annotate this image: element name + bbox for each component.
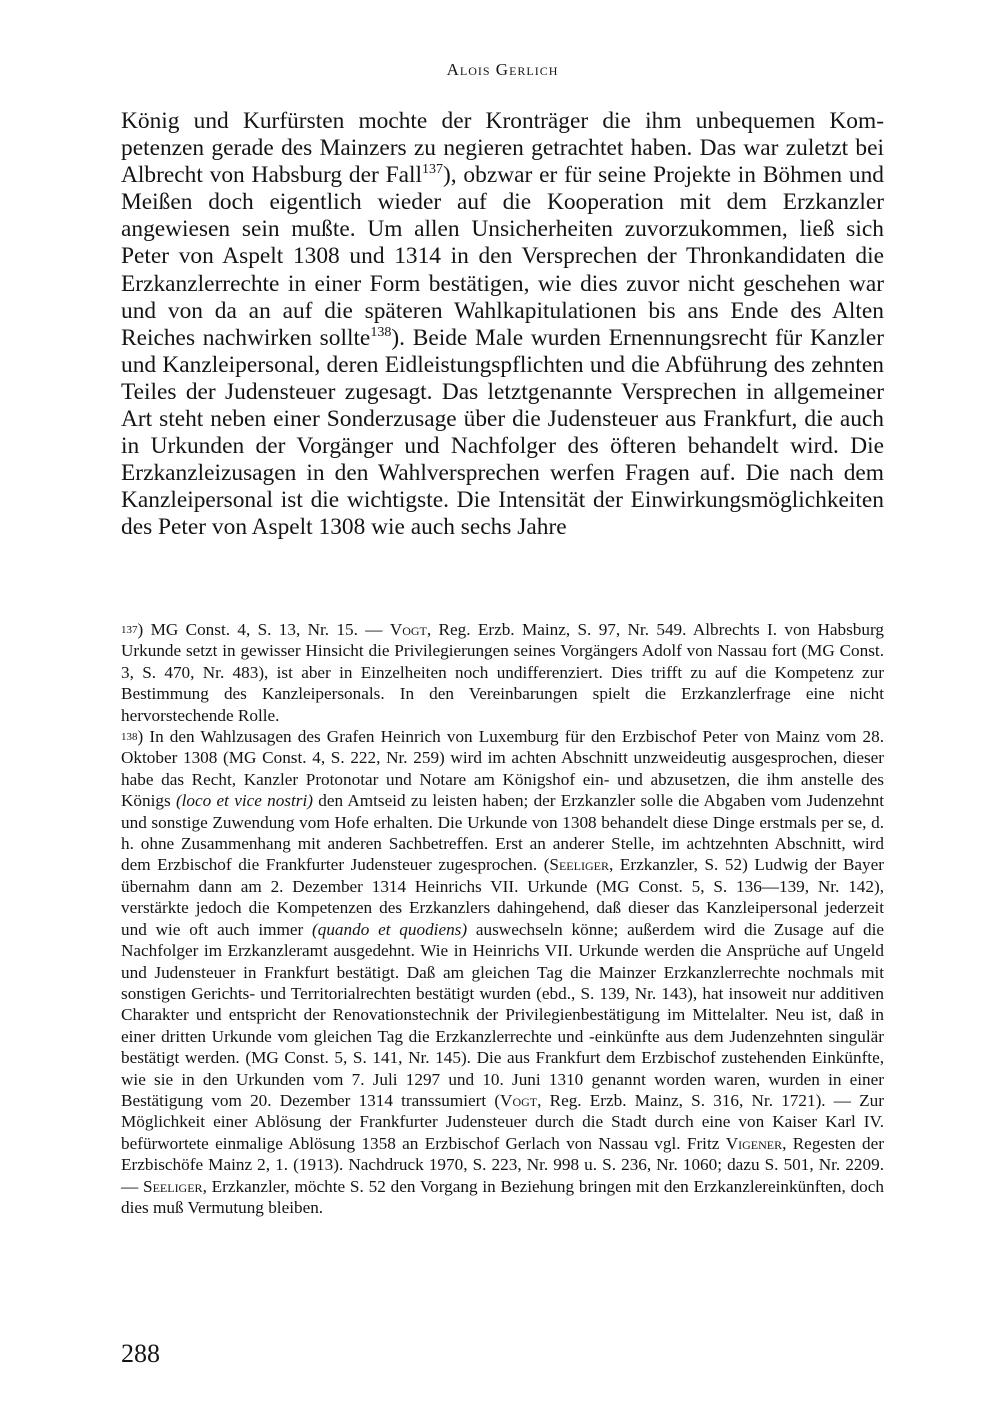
body-text-part: ). Beide Male wurden Ernennungsrecht für Kanzler und Kanzleipersonal, deren Eidleistungspflichten und die Abführung des zehnten Teiles der Judensteuer zugesagt. Das letztgenannte Versprechen in allgemeiner Art steht neben einer Sonderzusage über die Judensteuer aus Frankfurt, die auch in Urkunden der Vorgänger und Nachfolger des öfteren behandelt wird. Die Erzkanzleizusagen in den Wahlversprechen werfen Fragen auf. Die nach dem Kanzleipersonal ist die wichtigste. Die Intensität der Einwirkungsmöglichkeiten des Peter von Aspelt 1308 wie auch sechs Jahre (121, 324, 884, 541)
footnote-ref-138[interactable]: 138 (370, 324, 392, 340)
body-paragraph (121, 108, 884, 542)
author-name: Seeliger (549, 855, 609, 875)
footnote-137 (121, 619, 884, 726)
footnote-text: ) In den Wahlzusagen des Grafen Heinrich von Luxemburg für den Erzbischof Peter von Mainz vom 28. Oktober 1308 (MG Const. 4, S. 222, Nr. 259) wird im achten Abschnitt unzweideutig ausgesprochen, dieser habe das Recht, Kanzler Protonotar und Notare am Königshof ein- und abzusetzen, die ihm anstelle des Königs (121, 727, 884, 811)
body-text (121, 108, 884, 542)
footnote-text: , Erzkanzler, möchte S. 52 den Vorgang in Beziehung bringen mit den Erzkanzlereinkünften, doch dies muß Vermutung bleiben. (121, 1176, 884, 1217)
body-text-part: ), obzwar er für seine Projekte in Böhmen und Meißen doch eigentlich wieder auf die Kooperation mit dem Erzkanzler angewiesen sein mußte. Um allen Unsicherheiten zuvorzukommen, ließ sich Peter von Aspelt 1308 und 1314 in den Versprechen der Thronkandidaten die Erzkanzlerrechte in einer Form bestätigen, wie dies zuvor nicht geschehen war und von da an auf die späteren Wahlkapitulationen bis ans Ende des Alten Reiches nachwirken sollte (121, 162, 884, 351)
latin-quote: (quando et quodiens) (312, 919, 468, 939)
footnotes (121, 619, 884, 1218)
author-name: Vigener (725, 1133, 783, 1153)
footnote-text: auswechseln könne; außerdem wird die Zusage auf die Nachfolger im Erzkanzleramt ausgedehnt. Wie in Heinrichs VII. Urkunde werden die Ansprüche auf Ungeld und Judensteuer in Frankfurt bestätigt. Daß am gleichen Tag die Mainzer Erzkanzlerrechte nochmals mit sonstigen Gerichts- und Territorialrechten bestätigt wurden (ebd., S. 139, Nr. 143), hat insoweit nur additiven Charakter und entspricht der Renovationstechnik der Privilegienbestätigung im Mittelalter. Neu ist, daß in einer dritten Urkunde vom gleichen Tag die Erzkanzlerrechte und -einkünfte aus dem Judenzehnten singulär bestätigt werden. (MG Const. 5, S. 141, Nr. 145). Die aus Frankfurt dem Erzbischof zustehenden Einkünfte, wie sie in den Urkunden vom 7. Juli 1297 und 10. Juni 1310 genannt worden waren, wurden in einer Bestätigung vom 20. Dezember 1314 transsumiert ( (121, 919, 884, 1110)
footnote-mark: 137 (121, 624, 138, 636)
footnote-text: , Reg. Erzb. Mainz, S. 316, Nr. 1721). — Zur Möglichkeit einer Ablösung der Frankfurter Judensteuer durch die Stadt durch eine von Kaiser Karl IV. befürwortete einmalige Ablösung 1358 an Erzbischof Gerlach von Nassau vgl. Fritz (121, 1090, 884, 1153)
body-text-part: König und Kurfürsten mochte der Kronträger die ihm unbequemen Kompetenzen gerade des Mainzers zu negieren getrachtet haben. Das war zuletzt bei Albrecht von Habsburg der Fall (121, 108, 884, 189)
footnote-mark: 138 (121, 731, 138, 744)
footnote-text: , Erzkanzler, S. 52) Ludwig der Bayer übernahm dann am 2. Dezember 1314 Heinrichs VII. Urkunde (MG Const. 5, S. 136—139, Nr. 142), verstärkte jedoch die Kompetenzen des Erzkanzlers dahingehend, daß dieser das Kanzleipersonal jederzeit und wie oft auch immer (121, 855, 884, 939)
author-name: Seeliger (143, 1176, 203, 1196)
page-number: 288 (121, 1339, 160, 1368)
running-head: Alois Gerlich (446, 60, 559, 79)
footnote-text: den Amtseid zu leisten haben; der Erzkanzler solle die Abgaben vom Judenzehnt und sonstige Zuwendung vom Hofe erhalten. Die Urkunde von 1308 behandelt diese Dinge erstmals per se, d. h. ohne Zusammenhang mit anderen Sachbetreffen. Erst an anderer Stelle, im achtzehnten Abschnitt, wird dem Erzbischof die Frankfurter Judensteuer zugesprochen. ( (121, 791, 884, 875)
book-page (121, 0, 884, 1419)
footnote-138 (121, 726, 884, 1218)
footnote-text: , Reg. Erzb. Mainz, S. 97, Nr. 549. Albrechts I. von Habsburg Urkunde setzt in gewisser Hinsicht die Privilegierungen seines Vorgängers Adolf von Nassau fort (MG Const. 3, S. 470, Nr. 483), ist aber in Einzelheiten noch undifferenziert. Dies trifft zu auf die Kompetenz zur Bestimmung des Kanzleipersonals. In den Vereinbarungen spielt die Erzkanzlerfrage eine nicht hervorstechende Rolle. (121, 620, 884, 725)
footnote-ref-137[interactable]: 137 (421, 162, 443, 178)
footnote-text: ) MG Const. 4, S. 13, Nr. 15. — (137, 620, 390, 639)
author-name: Vogt (389, 620, 427, 639)
footnote-text: , Regesten der Erzbischöfe Mainz 2, 1. (1913). Nachdruck 1970, S. 223, Nr. 998 u. S. 236, Nr. 1060; dazu S. 501, Nr. 2209. — (121, 1133, 884, 1196)
author-name: Vogt (500, 1090, 538, 1110)
latin-quote: (loco et vice nostri) (175, 791, 313, 811)
